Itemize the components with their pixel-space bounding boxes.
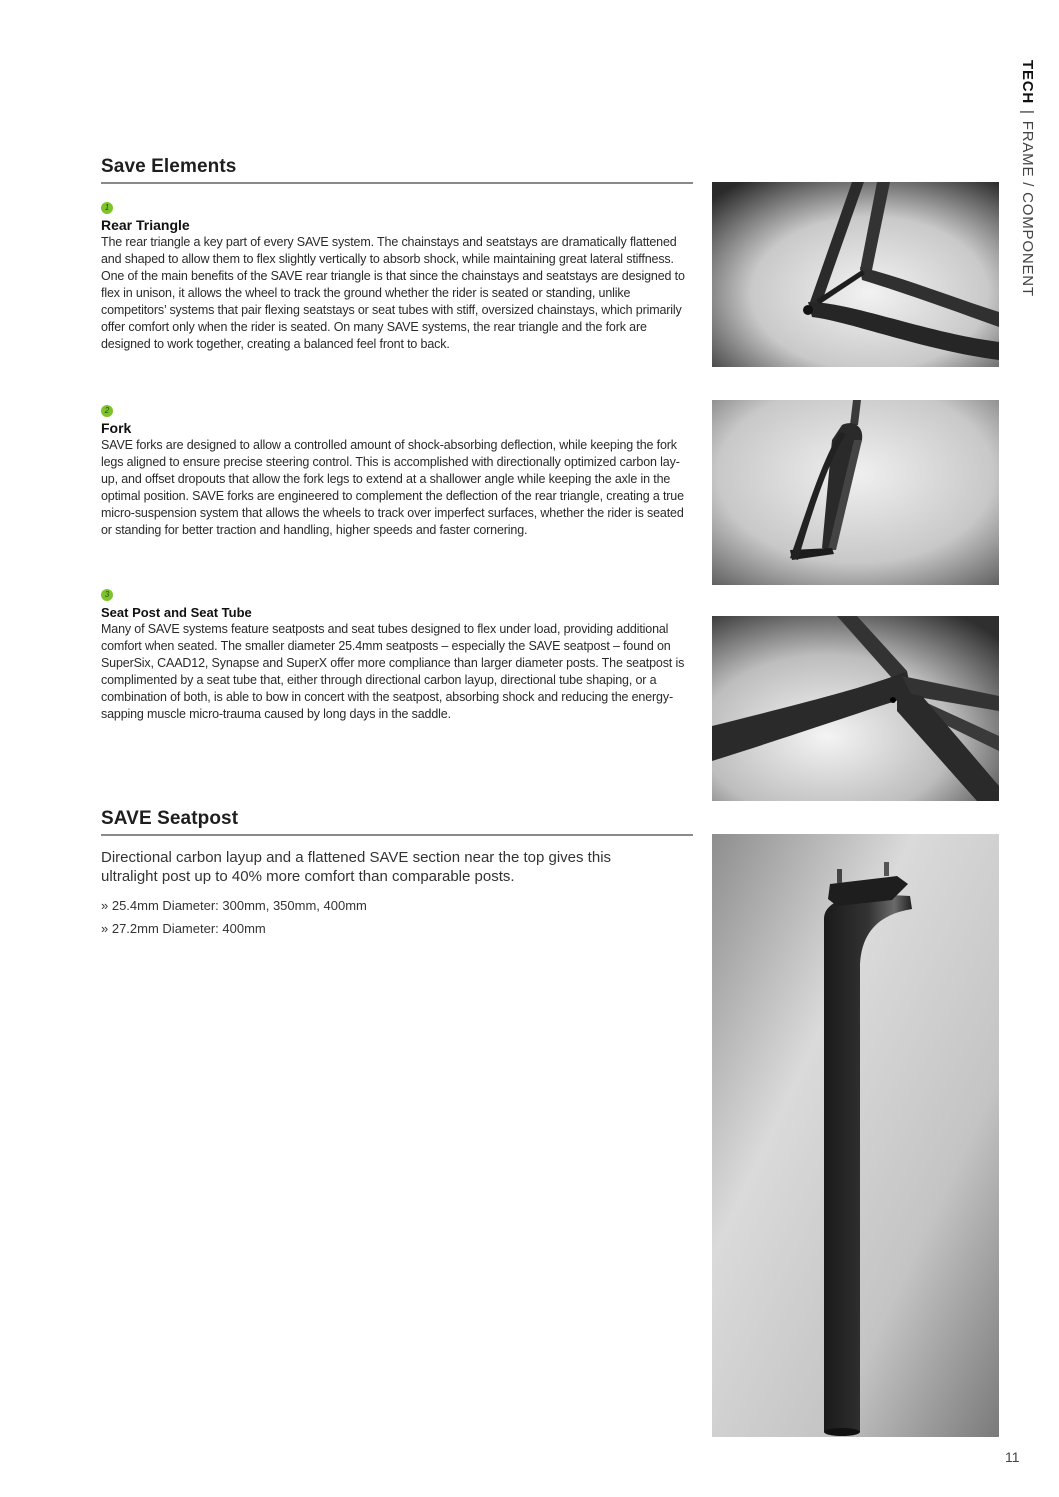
seatpost-photo [712,834,999,1437]
element-title: Rear Triangle [101,217,190,233]
element-title: Fork [101,420,132,436]
side-header-primary: TECH [1019,60,1036,105]
side-header-secondary: FRAME / COMPONENT [1019,120,1036,297]
element-body: Many of SAVE systems feature seatposts and seat tubes designed to flex under load, providing additional comfort when seated. The smaller diameter 25.4mm seatposts – especially the SAVE seatpost – found on SuperSix, CAAD12, Synapse and SuperX offer more compliance than larger diameter posts. The seatpost is complimented by a seat tube that, either through directional carbon layup, directional tube shaping, or a combination of both, is able to bow in concert with the seatpost, absorbing shock and reducing the energy-sapping muscle micro-trauma caused by long days in the saddle. [101,622,685,721]
number-badge: 1 [101,202,113,214]
save-elements-header [101,156,693,184]
element-fork [101,405,693,539]
seat-tube-junction-photo [712,616,999,801]
save-elements-title: Save Elements [101,156,693,184]
spec-line: » 25.4mm Diameter: 300mm, 350mm, 400mm [101,898,367,913]
element-body: The rear triangle a key part of every SAVE system. The chainstays and seatstays are dramatically flattened and shaped to allow them to flex slightly vertically to absorb shock, while maintaining great lateral stiffness. One of the main benefits of the SAVE rear triangle is that since the chainstays and seatstays are designed to flex in unison, it allows the wheel to track the ground whether the rider is seated or standing, unlike competitors’ systems that pair flexing seatstays or seat tubes with stiff, oversized chainstays, which primarily offer comfort only when the rider is seated. On many SAVE systems, the rear triangle and the fork are designed to work together, creating a balanced feel front to back. [101,235,685,351]
spec-line: » 27.2mm Diameter: 400mm [101,921,266,936]
section-side-header [1019,60,1036,297]
rear-triangle-photo [712,182,999,367]
number-badge: 3 [101,589,113,601]
element-seat-post-and-seat-tube [101,589,693,723]
save-seatpost-intro: Directional carbon layup and a flattened SAVE section near the top gives this ultralight post up to 40% more comfort than comparable posts. [101,849,612,885]
page-number: 11 [1005,1449,1020,1465]
side-header-separator: | [1019,110,1036,115]
element-title: Seat Post and Seat Tube [101,605,252,620]
element-rear-triangle [101,202,693,353]
number-badge: 2 [101,405,113,417]
save-seatpost-section [101,808,693,940]
save-seatpost-title: SAVE Seatpost [101,808,693,836]
element-body: SAVE forks are designed to allow a controlled amount of shock-absorbing deflection, while keeping the fork legs aligned to ensure precise steering control. This is accomplished with directionally optimized carbon lay-up, and offset dropouts that allow the fork legs to extend at a shallower angle while keeping the axle in the optimal position. SAVE forks are engineered to complement the deflection of the rear triangle, creating a true micro-suspension system that allows the wheels to track over imperfect surfaces, whether the rider is seated or standing for better traction and handling, higher speeds and faster cornering. [101,438,684,537]
fork-photo [712,400,999,585]
